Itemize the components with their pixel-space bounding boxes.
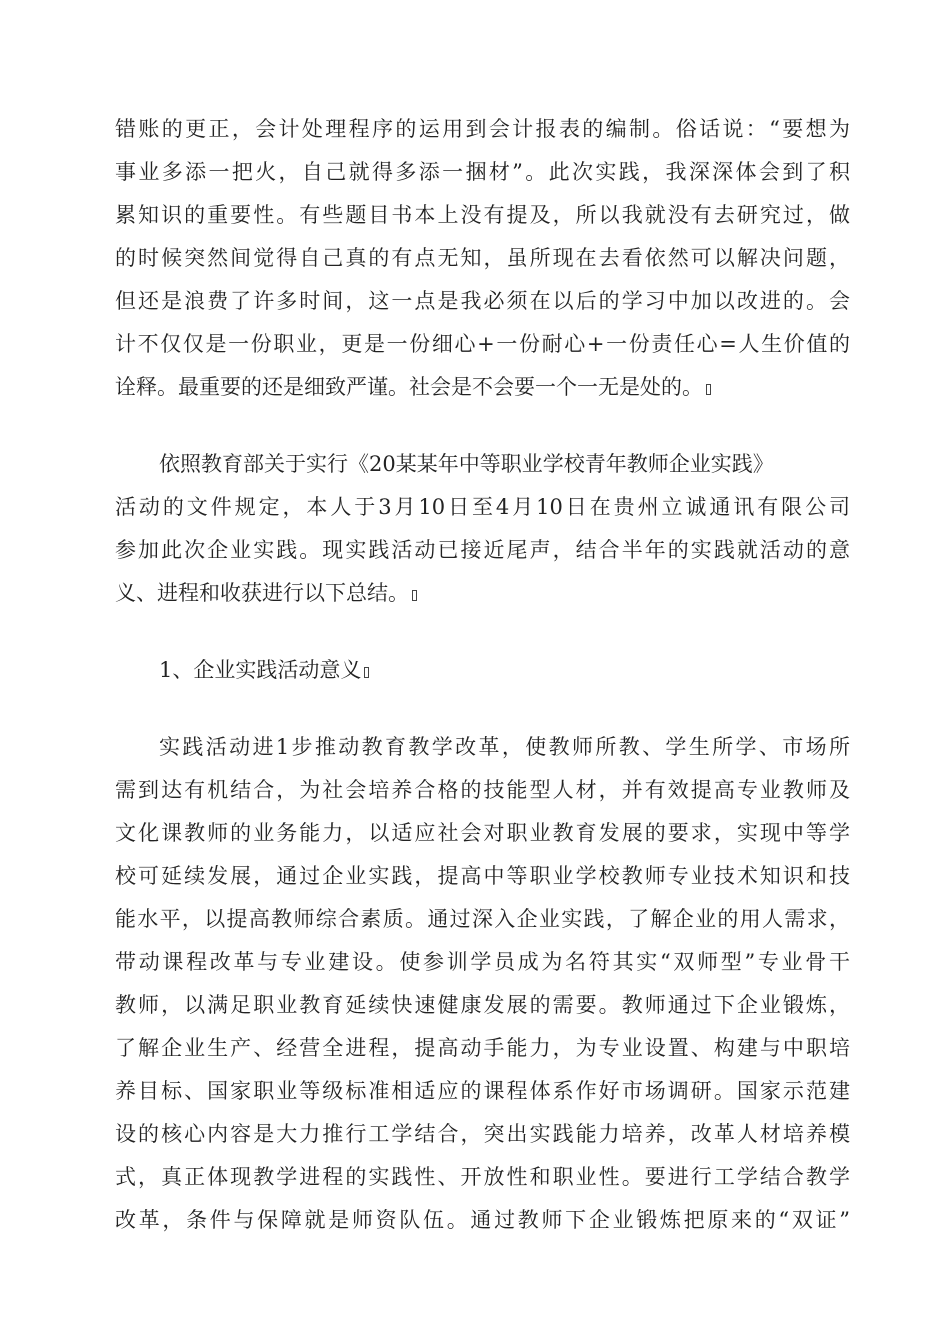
paragraph-gap bbox=[115, 409, 850, 443]
paragraph-1 bbox=[115, 108, 850, 409]
paragraph-mark-icon bbox=[412, 590, 417, 601]
paragraph-mark-icon bbox=[364, 667, 369, 678]
text-line: 养目标、国家职业等级标准相适应的课程体系作好市场调研。国家示范建 bbox=[115, 1079, 850, 1103]
text-line: 式，真正体现教学进程的实践性、开放性和职业性。要进行工学结合教学 bbox=[115, 1165, 850, 1189]
section-heading-text: 1、企业实践活动意义 bbox=[159, 658, 362, 682]
text-line: 事业多添一把火，自己就得多添一捆材”。此次实践，我深深体会到了积 bbox=[115, 160, 850, 184]
text-line: 校可延续发展，通过企业实践，提高中等职业学校教师专业技术知识和技 bbox=[115, 864, 850, 888]
text-line: 改革，条件与保障就是师资队伍。通过教师下企业锻炼把原来的“双证” bbox=[115, 1208, 850, 1232]
paragraph-gap bbox=[115, 692, 850, 726]
text-line: 活动的文件规定，本人于3月10日至4月10日在贵州立诚通讯有限公司 bbox=[115, 495, 850, 519]
text-line: 需到达有机结合，为社会培养合格的技能型人材，并有效提高专业教师及 bbox=[115, 778, 850, 802]
text-line: 了解企业生产、经营全进程，提高动手能力，为专业设置、构建与中职培 bbox=[115, 1036, 850, 1060]
text-line: 能水平，以提高教师综合素质。通过深入企业实践，了解企业的用人需求， bbox=[115, 907, 850, 931]
text-line-first: 实践活动进1步推动教育教学改革，使教师所教、学生所学、市场所 bbox=[159, 735, 850, 759]
text-line: 设的核心内容是大力推行工学结合，突出实践能力培养，改革人材培养模 bbox=[115, 1122, 850, 1146]
text-line-content: 诠释。最重要的还是细致严谨。社会是不会要一个一无是处的。 bbox=[115, 375, 703, 399]
section-heading bbox=[115, 649, 850, 692]
paragraph-3 bbox=[115, 726, 850, 1242]
text-line: 带动课程改革与专业建设。使参训学员成为名符其实“双师型”专业骨干 bbox=[115, 950, 850, 974]
text-line-content: 义、进程和收获进行以下总结。 bbox=[115, 581, 409, 605]
text-line: 参加此次企业实践。现实践活动已接近尾声，结合半年的实践就活动的意 bbox=[115, 538, 850, 562]
text-line-last bbox=[115, 366, 850, 409]
text-line-first: 依照教育部关于实行《20某某年中等职业学校青年教师企业实践》 bbox=[159, 452, 774, 476]
text-line: 文化课教师的业务能力，以适应社会对职业教育发展的要求，实现中等学 bbox=[115, 821, 850, 845]
text-line: 的时候突然间觉得自己真的有点无知，虽所现在去看依然可以解决问题， bbox=[115, 246, 850, 270]
text-line-last bbox=[115, 572, 850, 615]
text-line: 累知识的重要性。有些题目书本上没有提及，所以我就没有去研究过，做 bbox=[115, 203, 850, 227]
section-heading-line bbox=[115, 649, 850, 692]
text-line: 计不仅仅是一份职业，更是一份细心+一份耐心+一份责任心=人生价值的 bbox=[115, 332, 850, 356]
text-line: 错账的更正，会计处理程序的运用到会计报表的编制。俗话说：“要想为 bbox=[115, 117, 850, 141]
text-line: 教师，以满足职业教育延续快速健康发展的需要。教师通过下企业锻炼， bbox=[115, 993, 850, 1017]
paragraph-mark-icon bbox=[706, 384, 711, 395]
paragraph-2 bbox=[115, 443, 850, 615]
text-line: 但还是浪费了许多时间，这一点是我必须在以后的学习中加以改进的。会 bbox=[115, 289, 850, 313]
paragraph-gap bbox=[115, 615, 850, 649]
document-body bbox=[115, 108, 850, 1242]
